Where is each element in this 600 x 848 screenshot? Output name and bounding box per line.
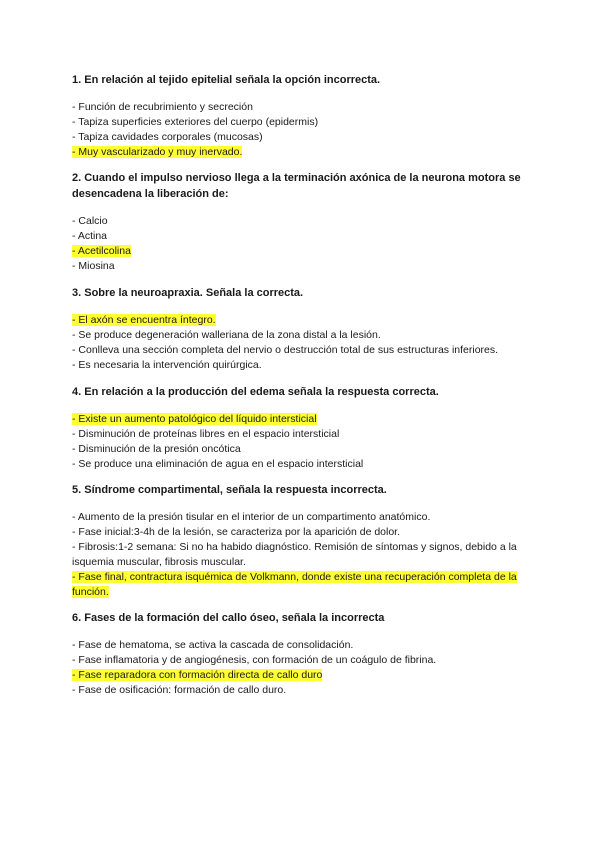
option-4d-text: - Se produce una eliminación de agua en el espacio intersticial [72, 458, 364, 470]
option-1a [72, 100, 542, 115]
option-5d-highlighted [72, 570, 542, 600]
option-5a [72, 510, 542, 525]
option-1d-text: - Muy vascularizado y muy inervado. [72, 146, 243, 158]
option-1c-text: - Tapiza cavidades corporales (mucosas) [72, 131, 263, 143]
question-3 [72, 285, 542, 373]
question-6-options [72, 638, 542, 698]
option-6a [72, 638, 542, 653]
question-4 [72, 384, 542, 472]
question-2-title: 2. Cuando el impulso nervioso llega a la terminación axónica de la neurona motora se desencadena la liberación de: [72, 172, 521, 200]
option-3d-text: - Es necesaria la intervención quirúrgica. [72, 359, 262, 371]
question-1-title: 1. En relación al tejido epitelial señala la opción incorrecta. [72, 74, 381, 86]
option-2c-text: - Acetilcolina [72, 245, 131, 257]
option-4d [72, 457, 542, 472]
option-2d [72, 259, 542, 274]
option-1b-text: - Tapiza superficies exteriores del cuerpo (epidermis) [72, 116, 319, 128]
option-6c-highlighted [72, 668, 542, 683]
question-5 [72, 482, 542, 600]
question-3-options [72, 313, 542, 373]
option-2d-text: - Miosina [72, 260, 115, 272]
question-6-title: 6. Fases de la formación del callo óseo, señala la incorrecta [72, 612, 385, 624]
option-4a-highlighted [72, 412, 542, 427]
option-1d-highlighted [72, 145, 542, 160]
option-2a-text: - Calcio [72, 215, 108, 227]
option-6d [72, 683, 542, 698]
option-6b-text: - Fase inflamatoria y de angiogénesis, con formación de un coágulo de fibrina. [72, 654, 437, 666]
option-5d-text: - Fase final, contractura isquémica de Volkmann, donde existe una recuperación completa de la función. [72, 571, 517, 598]
question-2-options [72, 214, 542, 274]
option-1a-text: - Función de recubrimiento y secreción [72, 101, 253, 113]
option-1b [72, 115, 542, 130]
option-4c [72, 442, 542, 457]
option-3a-text: - El axón se encuentra íntegro. [72, 314, 216, 326]
option-4b [72, 427, 542, 442]
option-3a-highlighted [72, 313, 542, 328]
option-4b-text: - Disminución de proteínas libres en el espacio intersticial [72, 428, 340, 440]
option-5a-text: - Aumento de la presión tisular en el interior de un compartimento anatómico. [72, 511, 431, 523]
option-3c [72, 343, 542, 358]
option-3c-text: - Conlleva una sección completa del nervio o destrucción total de sus estructuras inferiores. [72, 344, 499, 356]
question-3-title: 3. Sobre la neuroapraxia. Señala la correcta. [72, 287, 304, 299]
question-2 [72, 170, 542, 274]
option-2c-highlighted [72, 244, 542, 259]
option-6a-text: - Fase de hematoma, se activa la cascada de consolidación. [72, 639, 354, 651]
question-4-options [72, 412, 542, 472]
option-2b [72, 229, 542, 244]
option-2a [72, 214, 542, 229]
question-5-options [72, 510, 542, 600]
question-1-options [72, 100, 542, 160]
option-5c [72, 540, 542, 570]
option-5b-text: - Fase inicial:3-4h de la lesión, se caracteriza por la aparición de dolor. [72, 526, 401, 538]
question-4-title: 4. En relación a la producción del edema señala la respuesta correcta. [72, 386, 439, 398]
option-6d-text: - Fase de osificación: formación de callo duro. [72, 684, 287, 696]
option-4a-text: - Existe un aumento patológico del líquido intersticial [72, 413, 317, 425]
option-3b-text: - Se produce degeneración walleriana de la zona distal a la lesión. [72, 329, 381, 341]
question-5-title: 5. Síndrome compartimental, señala la respuesta incorrecta. [72, 484, 387, 496]
option-1c [72, 130, 542, 145]
option-4c-text: - Disminución de la presión oncótica [72, 443, 241, 455]
option-6c-text: - Fase reparadora con formación directa de callo duro [72, 669, 323, 681]
question-6 [72, 610, 542, 698]
option-3d [72, 358, 542, 373]
option-5b [72, 525, 542, 540]
document-body [72, 72, 542, 698]
question-1 [72, 72, 542, 160]
option-5c-text: - Fibrosis:1-2 semana: Si no ha habido diagnóstico. Remisión de síntomas y signos, debido a la isquemia muscular, fibrosis muscular. [72, 541, 517, 568]
option-3b [72, 328, 542, 343]
option-6b [72, 653, 542, 668]
option-2b-text: - Actina [72, 230, 108, 242]
